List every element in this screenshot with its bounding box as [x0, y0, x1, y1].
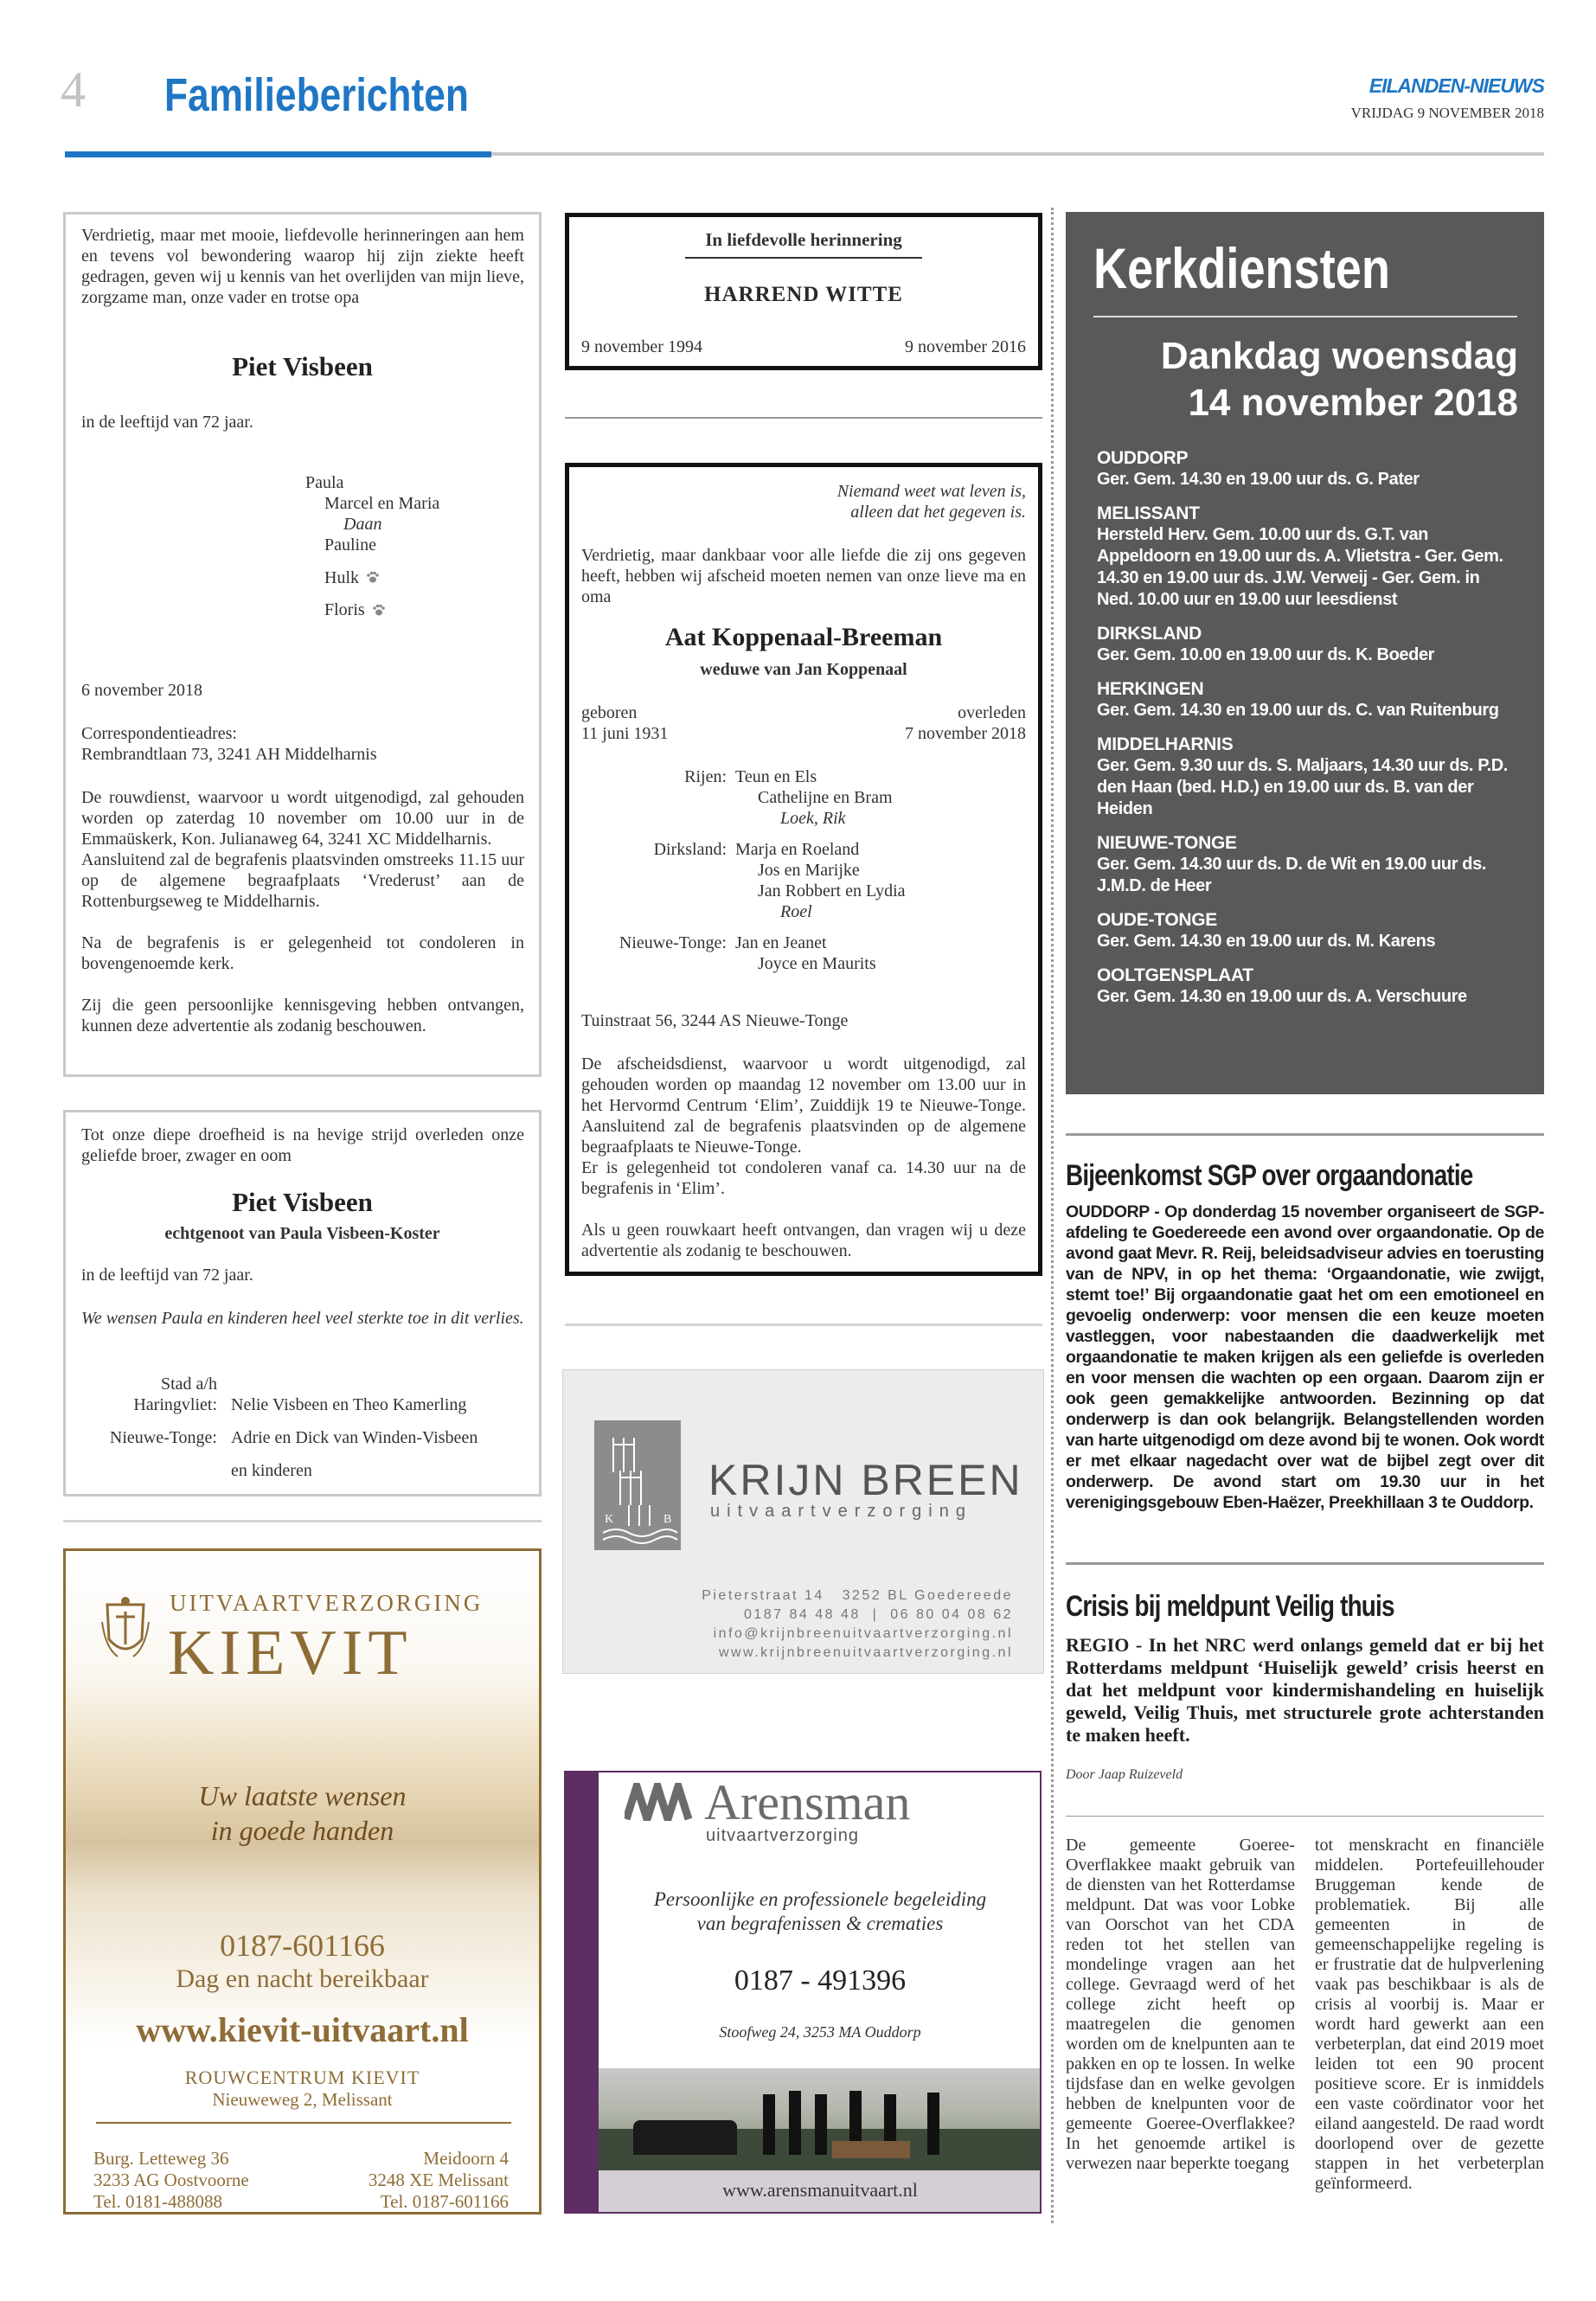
- svg-text:K: K: [605, 1513, 614, 1526]
- kievit-address-line: Tel. 0187-601166: [380, 2191, 509, 2212]
- kerk-service: Ger. Gem. 14.30 en 19.00 uur ds. C. van Ruitenburg: [1097, 701, 1499, 720]
- correspondence-label: Correspondentieadres:: [81, 724, 237, 743]
- family-place: [581, 881, 735, 901]
- family-place: Nieuwe-Tonge:: [619, 933, 727, 952]
- kerk-sub-2: 14 november 2018: [1188, 381, 1518, 424]
- kievit-address-line: Meidoorn 4: [423, 2148, 509, 2169]
- memorial-date-right: 9 november 2016: [905, 337, 1026, 356]
- divider: [63, 1520, 542, 1522]
- memorial-date-left: 9 november 1994: [581, 337, 702, 356]
- arensman-photo: [599, 2068, 1042, 2170]
- kievit-center-address: Nieuweweg 2, Melissant: [212, 2089, 393, 2110]
- krijn-breen-contact-line: www.krijnbreenuitvaartverzorging.nl: [718, 1645, 1013, 1660]
- family-names: en kinderen: [231, 1461, 312, 1480]
- spouse-line: echtgenoot van Paula Visbeen-Koster: [164, 1224, 440, 1243]
- kerk-list: [1097, 447, 1517, 1008]
- age-line: in de leeftijd van 72 jaar.: [81, 1266, 253, 1285]
- family-row: [81, 1427, 524, 1448]
- kerk-place: HERKINGEN: [1097, 679, 1204, 699]
- family-member: Joyce en Maurits: [758, 954, 876, 973]
- memorial-rule: [685, 257, 922, 259]
- section-title: Familieberichten: [164, 69, 469, 121]
- krijn-breen-contact: [563, 1586, 1013, 1663]
- deceased-name: Piet Visbeen: [232, 1187, 373, 1217]
- article-column-2: tot menskracht en financiële middelen. Portefeuillehouder Bruggeman kende de problematiek. Bij alle gemeenten in de gemeenschappelijke regeling is er frustratie dat de hulpverlening vaak pas beschikbaar is als de crisis al voorbij is. Maar er wordt hard gewerkt aan een verbeterplan, dat eind 2019 moet leiden tot een 90 procent positieve score. Er is inmiddels een vaste coördinator voor het eiland aangesteld. De raad wordt doorlopend over de gezette stappen in het verbeterplan geïnformeerd.: [1315, 1836, 1544, 2193]
- family-row: [581, 808, 1026, 829]
- deceased-name: Piet Visbeen: [232, 351, 373, 381]
- death-notice-aat-koppenaal: [565, 463, 1042, 1276]
- krijn-breen-contact-line: info@krijnbreenuitvaartverzorging.nl: [713, 1626, 1013, 1641]
- quote-line-2: alleen dat het gegeven is.: [850, 503, 1026, 522]
- family-row: [81, 1374, 524, 1394]
- family-member: Loek, Rik: [780, 809, 846, 828]
- kievit-brand: KIEVIT: [168, 1618, 413, 1689]
- family-place: [581, 808, 735, 829]
- divider: [1066, 1562, 1544, 1565]
- family-list: [305, 472, 530, 622]
- divider: [565, 417, 1042, 419]
- kerkdiensten-box: [1066, 212, 1544, 1094]
- kerk-place: OOLTGENSPLAAT: [1097, 965, 1253, 985]
- family-names: Nelie Visbeen en Theo Kamerling: [231, 1395, 467, 1414]
- article-sgp: [1066, 1159, 1544, 1513]
- kerk-service: Hersteld Herv. Gem. 10.00 uur ds. G.T. van Appeldoorn en 19.00 uur ds. A. Vlietstra - Ger. Gem. 14.30 en 19.00 uur ds. J.W. Verweij - Ger. Gem. in Ned. 10.00 uur en 19.00 uur leesdienst: [1097, 525, 1503, 609]
- kerk-service: Ger. Gem. 14.30 en 19.00 uur ds. G. Pater: [1097, 470, 1420, 489]
- service-text: De afscheidsdienst, waarvoor u wordt uitgenodigd, zal gehouden worden op maandag 12 november om 13.00 uur in het Hervormd Centrum ‘Elim’, Zuiddijk 19 te Nieuwe-Tonge. Aansluitend zal de begrafenis plaatsvinden op de algemene begraafplaats te Nieuwe-Tonge.: [581, 1054, 1026, 1157]
- arensman-sub: uitvaartverzorging: [706, 1826, 859, 1845]
- article-veilig-thuis: [1066, 1590, 1544, 2193]
- kerk-place: MIDDELHARNIS: [1097, 734, 1234, 754]
- issue-date: VRIJDAG 9 NOVEMBER 2018: [1350, 105, 1544, 121]
- kerk-place: NIEUWE-TONGE: [1097, 833, 1237, 853]
- article-body: OUDDORP - Op donderdag 15 november organiseert de SGP-afdeling te Goedereede een avond over orgaandonatie. Op de avond gaat Mevr. R. Reij, beleidsadviseur advies en toerusting van de NPV, in op het thema: ‘Orgaandonatie, wie zwijgt, stemt toe!’ Bij orgaandonatie gaat het om een emotioneel en gevoelig onderwerp: voor mensen die een keuze moeten vastleggen, voor nabestaanden die daadwerkelijk met orgaandonatie te maken krijgen als een geliefde is overleden en voor mensen die wachten op een orgaan. Daarom zijn er ook geen gemakkelijke antwoorden. Bezinning op dat onderwerp is dan ook belangrijk. Belangstellenden worden van harte uitgenodigd om deze avond bij te wonen. Ook wordt er met elkaar nagedacht over wat de bijbel zegt over dit onderwerp. De avond start om 19.30 uur in het verenigingsgebouw Eben-Haëzer, Preekhillaan 3 te Ouddorp.: [1066, 1202, 1544, 1512]
- condole-text: Er is gelegenheid tot condoleren vanaf ca. 14.30 uur na de begrafenis in ‘Elim’.: [581, 1158, 1026, 1198]
- kievit-left-address: [93, 2148, 249, 2213]
- krijn-breen-logo-mark: [594, 1420, 681, 1550]
- kievit-address-line: Tel. 0181-488088: [93, 2191, 223, 2212]
- kerk-rule: [1093, 316, 1517, 317]
- kerk-place: DIRKSLAND: [1097, 624, 1202, 644]
- article-title: Bijeenkomst SGP over orgaandonatie: [1066, 1159, 1473, 1192]
- krijn-breen-contact-line: 0187 84 48 48 | 06 80 04 08 62: [743, 1607, 1013, 1622]
- notice-intro: Tot onze diepe droefheid is na hevige strijd overleden onze geliefde broer, zwager en oom: [81, 1125, 524, 1165]
- arensman-website[interactable]: www.arensmanuitvaart.nl: [722, 2179, 918, 2201]
- divider: [1066, 1133, 1544, 1136]
- arensman-tagline-1: Persoonlijke en professionele begeleiding: [653, 1888, 987, 1910]
- family-member: Teun en Els: [735, 767, 817, 786]
- krijn-breen-sub: uitvaartverzorging: [710, 1502, 972, 1521]
- arensman-side-bar: [566, 1772, 599, 2214]
- memorial-name: HARREND WITTE: [704, 283, 903, 306]
- died-label: overleden: [958, 703, 1026, 722]
- kievit-address-line: Burg. Letteweg 36: [93, 2148, 229, 2169]
- family-place: Dirksland:: [653, 840, 727, 859]
- notice-date: 6 november 2018: [81, 681, 202, 700]
- family-member: Marja en Roeland: [735, 840, 860, 859]
- family-row: [581, 933, 1026, 953]
- arensman-logo-icon: [625, 1783, 697, 1821]
- family-place: Rijen:: [684, 767, 727, 786]
- page-number: 4: [61, 61, 86, 118]
- header-accent-rule: [65, 151, 491, 157]
- kievit-crest-icon: [100, 1596, 151, 1665]
- kievit-address-line: 3248 XE Melissant: [368, 2170, 509, 2190]
- family-place: Haringvliet:: [133, 1395, 217, 1414]
- krijn-breen-ad: [562, 1369, 1044, 1674]
- quote-line-1: Niemand weet wat leven is,: [836, 482, 1026, 501]
- family-row: [81, 1394, 524, 1415]
- kievit-website[interactable]: www.kievit-uitvaart.nl: [136, 2010, 469, 2049]
- family-place: Stad a/h: [161, 1375, 217, 1394]
- kerk-sub-1: Dankdag woensdag: [1160, 335, 1518, 377]
- burial-text: Aansluitend zal de begrafenis plaatsvinden omstreeks 11.15 uur op de algemene begraafplaats ‘Vrederust’ aan de Rottenburgseweg te Middelharnis.: [81, 850, 524, 911]
- divider: [565, 1324, 1042, 1326]
- memorial-title: In liefdevolle herinnering: [705, 229, 902, 250]
- family-row: [581, 766, 1026, 787]
- article-byline: Door Jaap Ruizeveld: [1066, 1767, 1183, 1782]
- kievit-slogan-1: Uw laatste wensen: [198, 1780, 407, 1811]
- kerk-service: Ger. Gem. 9.30 uur ds. S. Maljaars, 14.30 uur ds. P.D. den Haan (bed. H.D.) en 19.00 uur ds. B. van der Heiden: [1097, 756, 1508, 818]
- kerk-place: MELISSANT: [1097, 503, 1200, 523]
- kievit-top: UITVAARTVERZORGING: [170, 1590, 484, 1616]
- kerk-place: OUDDORP: [1097, 448, 1189, 468]
- column-divider: [1051, 208, 1054, 2223]
- krijn-breen-name: KRIJN BREEN: [708, 1456, 1023, 1504]
- age-line: in de leeftijd van 72 jaar.: [81, 413, 253, 432]
- family-row: [581, 839, 1026, 860]
- died-date: 7 november 2018: [905, 724, 1026, 743]
- death-notice-piet-visbeen: [63, 212, 542, 1077]
- article-title: Crisis bij meldpunt Veilig thuis: [1066, 1590, 1394, 1623]
- family-row: [581, 787, 1026, 808]
- family-member: Pauline: [324, 535, 376, 554]
- family-row: [81, 1460, 524, 1481]
- family-place: [581, 787, 735, 808]
- closing-text: Als u geen rouwkaart heeft ontvangen, dan vragen wij u deze advertentie als zodanig te beschouwen.: [581, 1221, 1026, 1260]
- family-member: Hulk: [305, 567, 530, 589]
- arensman-address: Stoofweg 24, 3253 MA Ouddorp: [719, 2023, 921, 2041]
- arensman-name: Arensman: [704, 1774, 911, 1830]
- notice-intro: Verdrietig, maar met mooie, liefdevolle herinneringen aan hem en tevens vol bewondering waarop hij zijn ziekte heeft gedragen, geven wij u kennis van het overlijden van mijn lieve, zorgzame man, onze vader en trotse opa: [81, 226, 524, 307]
- kievit-slogan-2: in goede handen: [210, 1815, 394, 1846]
- kievit-center: ROUWCENTRUM KIEVIT: [184, 2067, 420, 2088]
- newspaper-logo: EILANDEN-NIEUWS: [1368, 74, 1544, 97]
- family-names: Adrie en Dick van Winden-Visbeen: [231, 1428, 478, 1447]
- condole-text: Na de begrafenis is er gelegenheid tot condoleren in bovengenoemde kerk.: [81, 933, 524, 973]
- paw-icon: [366, 568, 380, 589]
- family-place: [581, 901, 735, 922]
- kerk-service: Ger. Gem. 14.30 en 19.00 uur ds. A. Verschuure: [1097, 987, 1467, 1006]
- article-lead: REGIO - In het NRC werd onlangs gemeld dat er bij het Rotterdams meldpunt ‘Huiselijk geweld’ crisis heerst en dat het meldpunt voor kindermishandeling en huiselijk geweld, Veilig Thuis, met structurele grote achterstanden te maken heeft.: [1066, 1634, 1544, 1746]
- family-member: Paula: [305, 473, 344, 492]
- article-column-1: De gemeente Goeree-Overflakkee maakt gebruik van de diensten van het Rotterdamse meldpunt. Dat was voor Lobke van Oorschot van het CDA reden tot het stellen van mondelinge vragen aan het college. Gevraagd werd of het college zicht heeft op maatregelen die genomen worden om de knelpunten aan te pakken en op te lossen. In welke tijdsfase dan en welke gevolgen hebben de knelpunten voor de gemeente Goeree-Overflakkee? In het genoemde artikel is verwezen naar beperkte toegang: [1066, 1836, 1295, 2173]
- family-row: [581, 953, 1026, 974]
- family-row: [581, 901, 1026, 922]
- kievit-ad: [63, 1548, 542, 2214]
- memorial-harrend-witte: [565, 213, 1042, 370]
- notice-intro: Verdrietig, maar dankbaar voor alle liefde die zij ons gegeven heeft, hebben wij afscheid moeten nemen van onze lieve ma en oma: [581, 546, 1026, 606]
- kievit-address-line: 3233 AG Oostvoorne: [93, 2170, 249, 2190]
- family-list: [581, 766, 1026, 974]
- family-place: [81, 1460, 231, 1481]
- kievit-rule: [96, 2122, 511, 2124]
- family-rows: [81, 1374, 524, 1493]
- home-address: Tuinstraat 56, 3244 AS Nieuwe-Tonge: [581, 1011, 849, 1030]
- family-place: [581, 860, 735, 881]
- kerk-service: Ger. Gem. 10.00 en 19.00 uur ds. K. Boeder: [1097, 645, 1435, 664]
- born-label: geboren: [581, 703, 638, 722]
- kievit-phone: 0187-601166: [220, 1928, 385, 1963]
- family-place: [581, 953, 735, 974]
- family-member: Cathelijne en Bram: [758, 788, 893, 807]
- widow-line: weduwe van Jan Koppenaal: [700, 660, 907, 679]
- family-member: Jos en Marijke: [758, 861, 860, 880]
- arensman-tagline-2: van begrafenissen & crematies: [696, 1913, 944, 1934]
- born-date: 11 juni 1931: [581, 724, 669, 743]
- family-row: [581, 881, 1026, 901]
- kerk-service: Ger. Gem. 14.30 uur ds. D. de Wit en 19.00 uur ds. J.M.D. de Heer: [1097, 855, 1486, 895]
- deceased-name: Aat Koppenaal-Breeman: [664, 623, 943, 651]
- kerk-service: Ger. Gem. 14.30 en 19.00 uur ds. M. Karens: [1097, 932, 1436, 951]
- kievit-availability: Dag en nacht bereikbaar: [176, 1965, 429, 1993]
- correspondence-address: Rembrandtlaan 73, 3241 AH Middelharnis: [81, 745, 377, 764]
- svg-text:B: B: [663, 1513, 672, 1526]
- wish-text: We wensen Paula en kinderen heel veel sterkte toe in dit verlies.: [81, 1309, 524, 1328]
- closing-text: Zij die geen persoonlijke kennisgeving hebben ontvangen, kunnen deze advertentie als zodanig beschouwen.: [81, 996, 524, 1035]
- service-text: De rouwdienst, waarvoor u wordt uitgenodigd, zal gehouden worden op zaterdag 10 november om 10.00 uur in de Emmaüskerk, Kon. Julianaweg 64, 3241 XC Middelharnis.: [81, 788, 524, 849]
- kievit-right-address: [282, 2148, 509, 2213]
- family-place: Nieuwe-Tonge:: [109, 1428, 217, 1447]
- family-member: Jan en Jeanet: [735, 933, 827, 952]
- kerk-place: OUDE-TONGE: [1097, 910, 1217, 930]
- byline-rule: [1066, 1816, 1544, 1817]
- krijn-breen-contact-line: Pieterstraat 14 3252 BL Goedereede: [702, 1588, 1013, 1603]
- family-member: Marcel en Maria: [324, 494, 440, 513]
- family-member: Daan: [343, 515, 382, 534]
- family-row: [581, 860, 1026, 881]
- paw-icon: [372, 601, 386, 622]
- family-member: Jan Robbert en Lydia: [758, 881, 906, 901]
- kerk-title: Kerkdiensten: [1093, 236, 1390, 300]
- family-member: Floris: [305, 599, 530, 621]
- arensman-ad: [564, 1771, 1042, 2214]
- arensman-phone: 0187 - 491396: [734, 1965, 907, 1997]
- death-notice-piet-visbeen-2: [63, 1110, 542, 1497]
- family-member: Roel: [780, 902, 812, 921]
